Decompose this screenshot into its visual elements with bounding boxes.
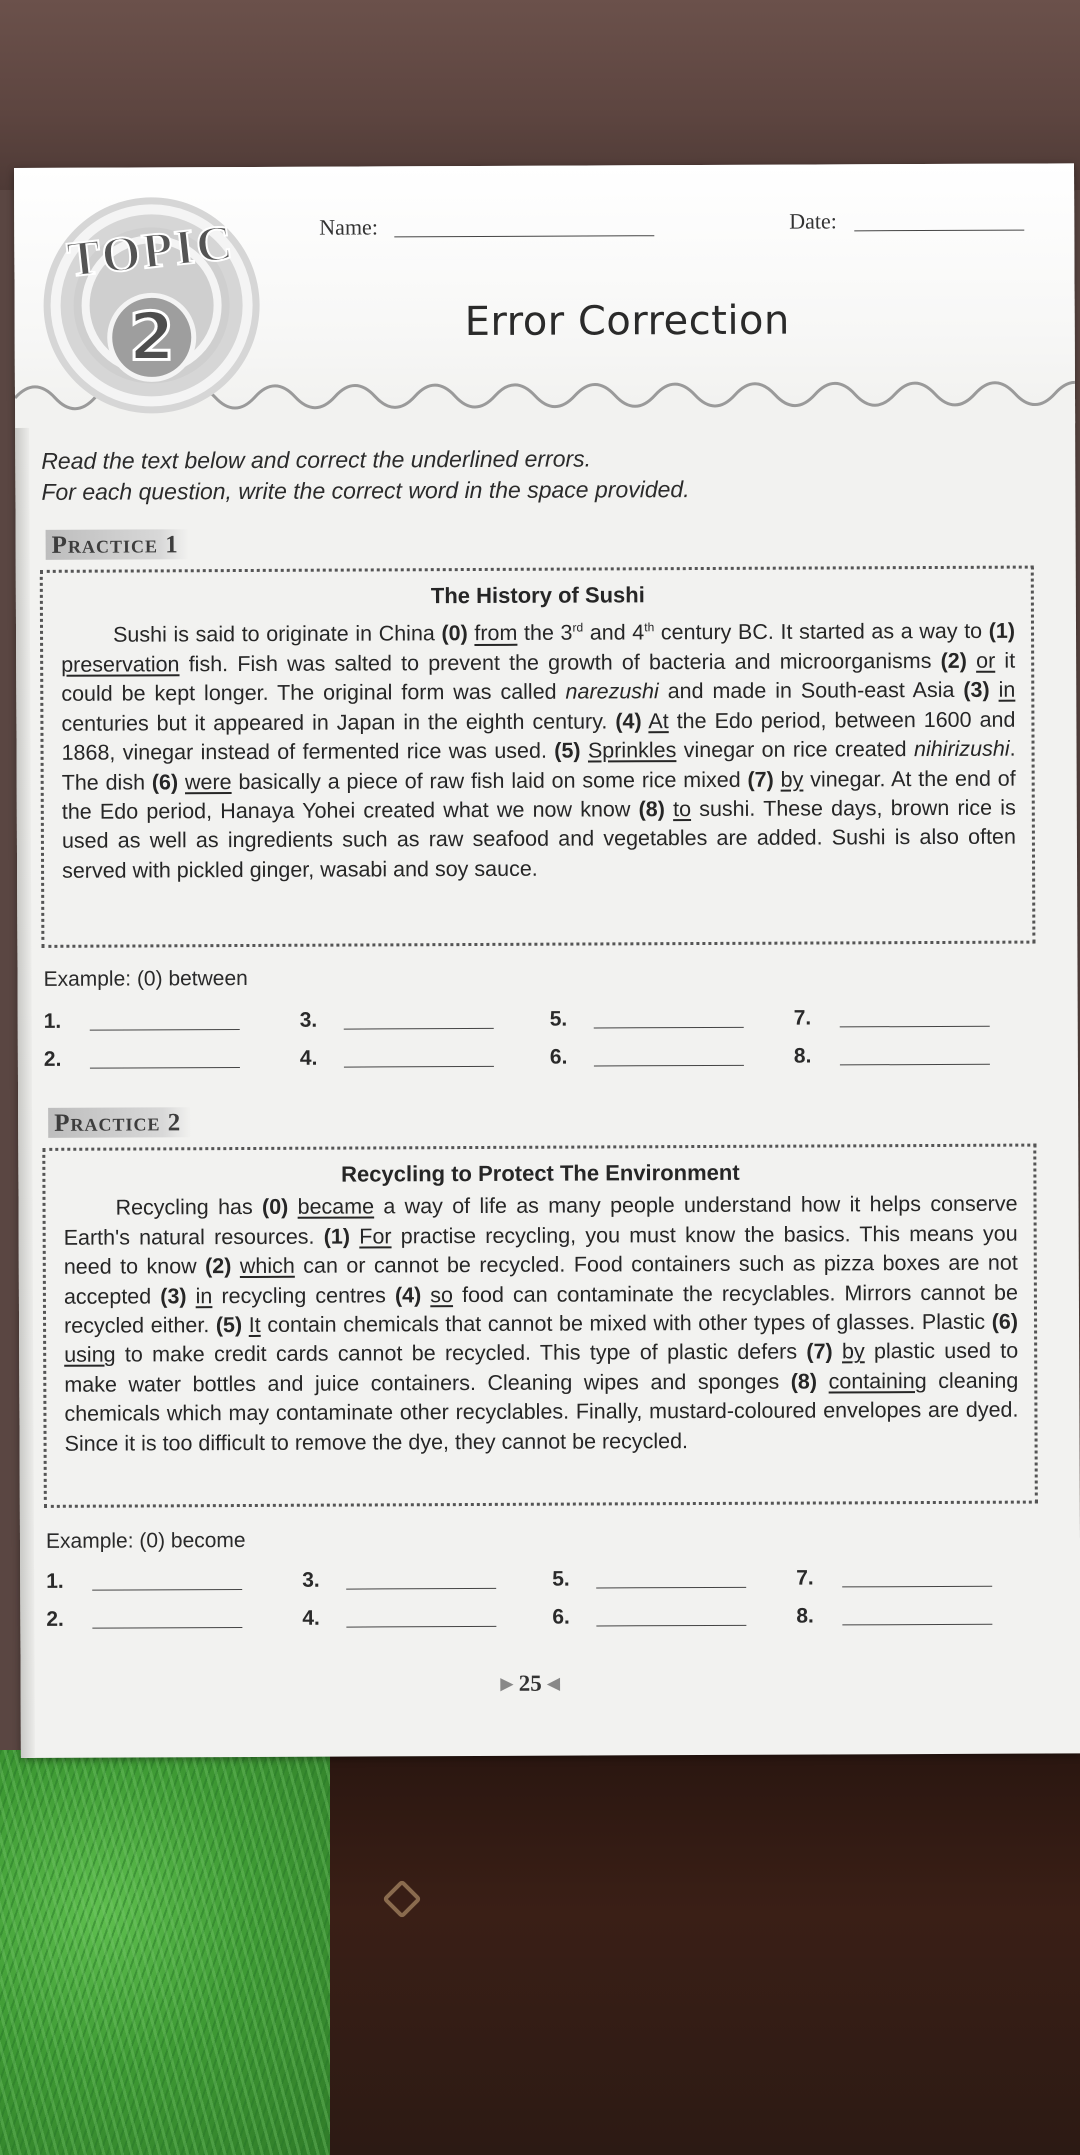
answer-blank[interactable] bbox=[92, 1627, 242, 1629]
instruction-line: Read the text below and correct the underlined errors. bbox=[41, 445, 592, 474]
date-label: Date: bbox=[789, 208, 837, 234]
topic-badge bbox=[36, 187, 267, 418]
answer-blank[interactable] bbox=[344, 1066, 494, 1068]
answer-blank[interactable] bbox=[842, 1624, 992, 1626]
answer-blank[interactable] bbox=[840, 1026, 990, 1028]
practice-1-text-box bbox=[40, 566, 1036, 948]
answer-label: 5. bbox=[552, 1567, 570, 1591]
answer-label: 3. bbox=[299, 1008, 318, 1032]
right-arrow-icon: ▶ bbox=[500, 1675, 513, 1693]
answer-label: 2. bbox=[43, 1047, 62, 1071]
instructions bbox=[41, 443, 689, 508]
answer-blank[interactable] bbox=[346, 1588, 496, 1590]
answer-blank[interactable] bbox=[594, 1027, 744, 1029]
grass-background bbox=[0, 1750, 340, 2155]
topic-number: 2 bbox=[128, 298, 175, 376]
answer-blank[interactable] bbox=[92, 1589, 242, 1591]
practice-1-label: Practice 1 bbox=[46, 529, 189, 560]
answer-label: 7. bbox=[793, 1006, 812, 1030]
practice-2-title: Recycling to Protect The Environment bbox=[341, 1159, 740, 1187]
answer-label: 3. bbox=[302, 1568, 320, 1592]
answer-label: 2. bbox=[46, 1607, 64, 1631]
worksheet-page bbox=[14, 163, 1080, 1758]
practice-1-passage: Sushi is said to originate in China (0) from the 3rd and 4th century BC. It started as a way to (1) preservation fish. Fish was salted to prevent the growth of bacteria and microorganisms (2) or it could be kept longer. The original form was called narezushi and made in South-east Asia (3) in centuries but it appeared in Japan in the eighth century. (4) At the Edo period, between 1600 and 1868, vinegar instead of fermented rice was used. (5) Sprinkles vinegar on rice created nihirizushi. The dish (6) were basically a piece of raw fish laid on some rice mixed (7) by vinegar. At the end of the Edo period, Hanaya Yohei created what we now know (8) to sushi. These days, brown rice is used as well as ingredients such as raw seafood and vegetables are added. Sushi is also often served with pickled ginger, wasabi and soy sauce. bbox=[61, 619, 1016, 883]
answer-blank[interactable] bbox=[596, 1625, 746, 1627]
answer-label: 8. bbox=[796, 1604, 814, 1628]
answer-blank[interactable] bbox=[344, 1028, 494, 1030]
answer-blank[interactable] bbox=[842, 1586, 992, 1588]
practice-2-passage: Recycling has (0) became a way of life as many people understand how it helps conserve Earth's natural resources. (1) For practise recycling, you must know the basics. This means you need to know (2) which can or cannot be recycled. Food containers such as pizza boxes are not accepted (3) in recycling centres (4) so food can contaminate the recyclables. Mirrors cannot be recycled either. (5) It contain chemicals that cannot be mixed with other types of glasses. Plastic (6) using to make credit cards cannot be recycled. This type of plastic defers (7) by plastic used to make water bottles and juice containers. Cleaning wipes and sponges (8) containing cleaning chemicals which may contaminate other recyclables. Finally, mustard-coloured envelopes are dyed. Since it is too difficult to remove the dye, they cannot be recycled. bbox=[63, 1192, 1019, 1456]
table-background bbox=[330, 1750, 1080, 2155]
background-top bbox=[0, 0, 1080, 190]
practice-2-example: Example: (0) become bbox=[45, 1529, 246, 1553]
answer-label: 4. bbox=[299, 1046, 318, 1070]
page-title: Error Correction bbox=[464, 297, 790, 346]
answer-label: 6. bbox=[552, 1605, 570, 1629]
answer-blank[interactable] bbox=[90, 1067, 240, 1069]
answer-label: 8. bbox=[793, 1044, 812, 1068]
answer-label: 7. bbox=[796, 1566, 814, 1590]
page-number-value: 25 bbox=[518, 1670, 542, 1696]
page-number bbox=[501, 1671, 560, 1697]
answer-blank[interactable] bbox=[596, 1587, 746, 1589]
answer-blank[interactable] bbox=[346, 1626, 496, 1628]
practice-2-label: Practice 2 bbox=[48, 1107, 191, 1138]
practice-2-text-box bbox=[42, 1144, 1038, 1508]
answer-label: 5. bbox=[549, 1007, 568, 1031]
practice-1-example: Example: (0) between bbox=[43, 966, 248, 991]
instruction-line: For each question, write the correct word in the space provided. bbox=[41, 476, 690, 505]
topic-word: TOPIC bbox=[64, 213, 237, 288]
answer-label: 6. bbox=[549, 1045, 568, 1069]
practice-1-title: The History of Sushi bbox=[430, 582, 645, 609]
left-arrow-icon: ◀ bbox=[547, 1675, 560, 1693]
name-label: Name: bbox=[319, 214, 378, 240]
answer-label: 1. bbox=[46, 1569, 64, 1593]
answer-label: 1. bbox=[43, 1009, 62, 1033]
answer-blank[interactable] bbox=[594, 1065, 744, 1067]
answer-label: 4. bbox=[302, 1606, 320, 1630]
answer-blank[interactable] bbox=[840, 1064, 990, 1066]
answer-blank[interactable] bbox=[90, 1029, 240, 1031]
